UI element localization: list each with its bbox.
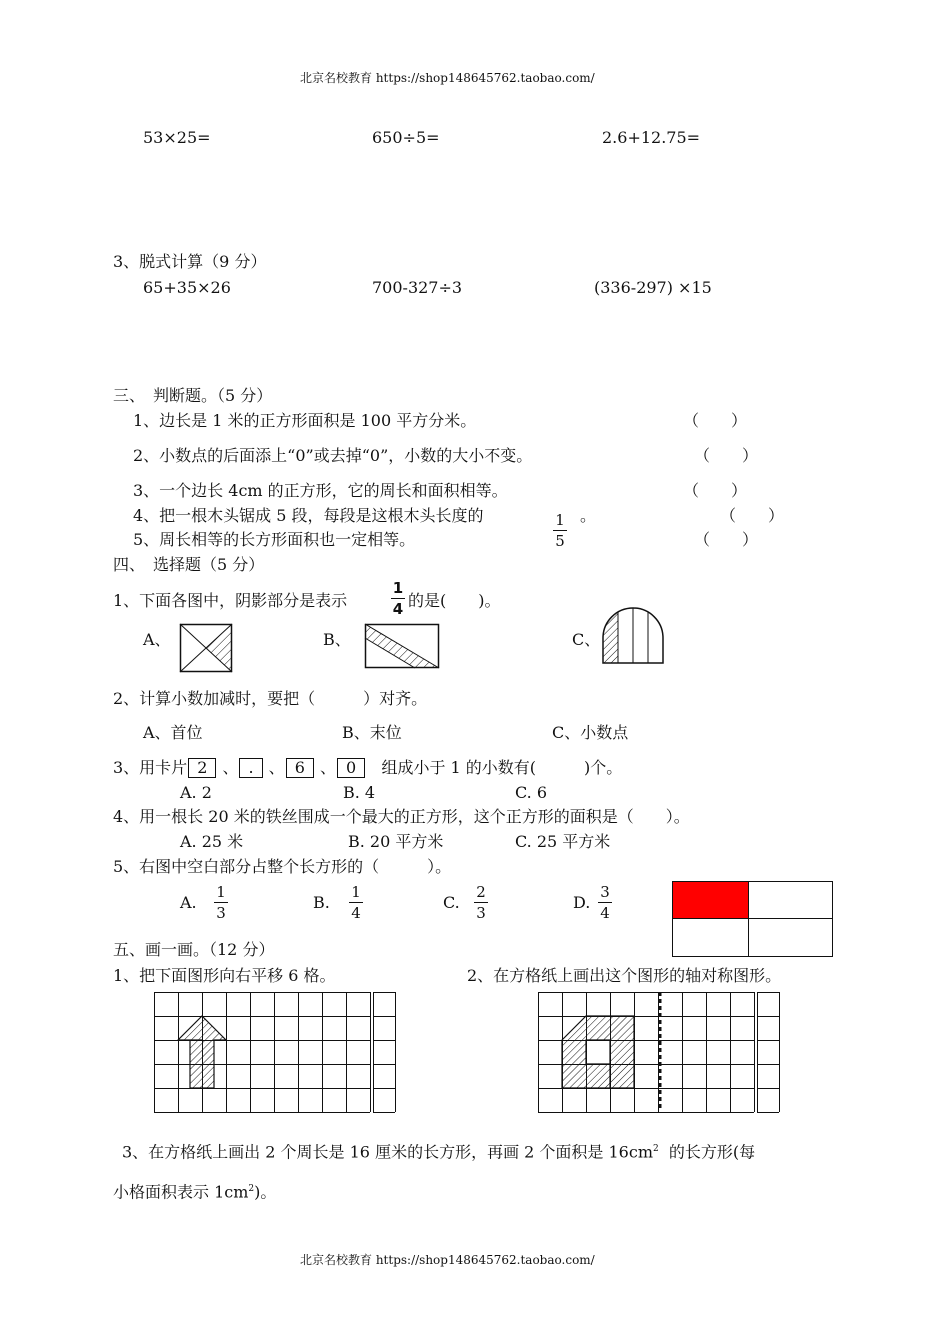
draw-title: 五、画一画。（12 分） (113, 940, 275, 959)
figure-b-parallelogram (365, 624, 439, 668)
choice-q5-frac-b: 1 4 (349, 884, 363, 921)
step-calc-3: (336-297) ×15 (594, 278, 712, 297)
choice-q2-opt-a: A、首位 (143, 723, 203, 742)
draw-q3-tail: 的长方形(每 (668, 1142, 756, 1162)
choice-q4: 4、用一根长 20 米的铁丝围成一个最大的正方形，这个正方形的面积是（ ）。 (113, 807, 690, 826)
judge-item-4: 4、把一根木头锯成 5 段，每段是这根木头长度的 (133, 506, 484, 525)
calc-1: 53×25= (143, 128, 211, 147)
choice-q5: 5、右图中空白部分占整个长方形的（ ）。 (113, 857, 452, 876)
calc-2: 650÷5= (372, 128, 440, 147)
judge-paren-1: （ ） (683, 411, 748, 430)
draw-q2: 2、在方格纸上画出这个图形的轴对称图形。 (467, 966, 782, 985)
card-dot: . (239, 758, 262, 778)
card-6: 6 (286, 758, 314, 778)
card-sep: 、 (319, 758, 336, 777)
card-sep: 、 (268, 758, 285, 777)
draw-q3-sup: 2 (653, 1144, 659, 1154)
draw-q3-line1 (122, 1139, 755, 1162)
judge-item-2: 2、小数点的后面添上“0”或去掉“0”，小数的大小不变。 (133, 446, 533, 465)
judge-title: 三、 判断题。（5 分） (113, 386, 273, 405)
card-0: 0 (337, 758, 365, 778)
half-shape (562, 1016, 634, 1088)
judge-fraction: 1 5 (553, 512, 567, 549)
arrow-shape (178, 1016, 226, 1088)
choice-q2: 2、计算小数加减时，要把（ ）对齐。 (113, 689, 428, 708)
choice-q3-pre: 3、用卡片 (113, 758, 188, 777)
figure-a-diagonals (180, 624, 232, 672)
card-sep: 、 (222, 758, 239, 777)
judge-item-4-tail: 。 (580, 506, 597, 525)
choice-q1-opt-b: B、 (323, 630, 351, 649)
judge-paren-3: （ ） (683, 481, 748, 500)
judge-paren-5: （ ） (694, 530, 759, 549)
choice-q3 (113, 758, 622, 778)
judge-paren-4: （ ） (720, 506, 785, 525)
red-shaded-part (673, 882, 749, 919)
choice-q5-opt-b: B. (313, 893, 330, 912)
choice-q1-opt-a: A、 (143, 630, 171, 649)
page-header: 北京名校教育 https://shop148645762.taobao.com/ (300, 71, 595, 85)
choice-q3-opt-a: A. 2 (180, 783, 212, 802)
calc-3: 2.6+12.75= (602, 128, 701, 147)
choice-q5-frac-c: 2 3 (474, 884, 488, 921)
draw-q3-line2-sup: 2 (248, 1184, 255, 1194)
choice-q2-opt-b: B、末位 (342, 723, 402, 742)
choice-q5-opt-a: A. (180, 893, 197, 912)
grid-symmetry (538, 992, 783, 1111)
choice-q4-opt-a: A. 25 米 (180, 832, 244, 851)
rectangle-figure (672, 881, 834, 958)
draw-q3-line2 (113, 1179, 276, 1202)
figure-c-arch (602, 608, 664, 664)
card-2: 2 (188, 758, 216, 778)
choice-q1-tail: 的是( )。 (408, 591, 501, 610)
page-footer: 北京名校教育 https://shop148645762.taobao.com/ (300, 1253, 595, 1267)
step-calc-1: 65+35×26 (143, 278, 231, 297)
grid-translate (154, 992, 399, 1111)
choice-q5-opt-d: D. (573, 893, 591, 912)
draw-q1: 1、把下面图形向右平移 6 格。 (113, 966, 336, 985)
judge-item-5: 5、周长相等的长方形面积也一定相等。 (133, 530, 416, 549)
choice-q5-frac-a: 1 3 (214, 884, 228, 921)
choice-q3-post: 组成小于 1 的小数有( )个。 (381, 758, 623, 777)
choice-q2-opt-c: C、小数点 (552, 723, 629, 742)
choice-q5-frac-d: 3 4 (598, 884, 612, 921)
judge-item-3: 3、一个边长 4cm 的正方形，它的周长和面积相等。 (133, 481, 508, 500)
step-calc-2: 700-327÷3 (372, 278, 463, 297)
choice-q3-opt-b: B. 4 (343, 783, 376, 802)
draw-q3-line2-text: 小格面积表示 1cm (113, 1182, 249, 1202)
judge-item-1: 1、边长是 1 米的正方形面积是 100 平方分米。 (133, 411, 477, 430)
choice-q4-opt-b: B. 20 平方米 (348, 832, 444, 851)
choice-q1-opt-c: C、 (572, 630, 601, 649)
draw-q3-line2-tail: )。 (254, 1182, 277, 1202)
step-calc-title: 3、脱式计算（9 分） (113, 252, 267, 271)
judge-paren-2: （ ） (694, 446, 759, 465)
choice-q4-opt-c: C. 25 平方米 (515, 832, 611, 851)
choice-title: 四、 选择题（5 分） (113, 555, 265, 574)
draw-q3-text: 3、在方格纸上画出 2 个周长是 16 厘米的长方形，再画 2 个面积是 16cm (122, 1142, 653, 1162)
choice-q5-opt-c: C. (443, 893, 460, 912)
choice-q1: 1、下面各图中，阴影部分是表示 (113, 591, 348, 610)
choice-q1-fraction: 1 4 (392, 579, 404, 618)
choice-q3-opt-c: C. 6 (515, 783, 548, 802)
